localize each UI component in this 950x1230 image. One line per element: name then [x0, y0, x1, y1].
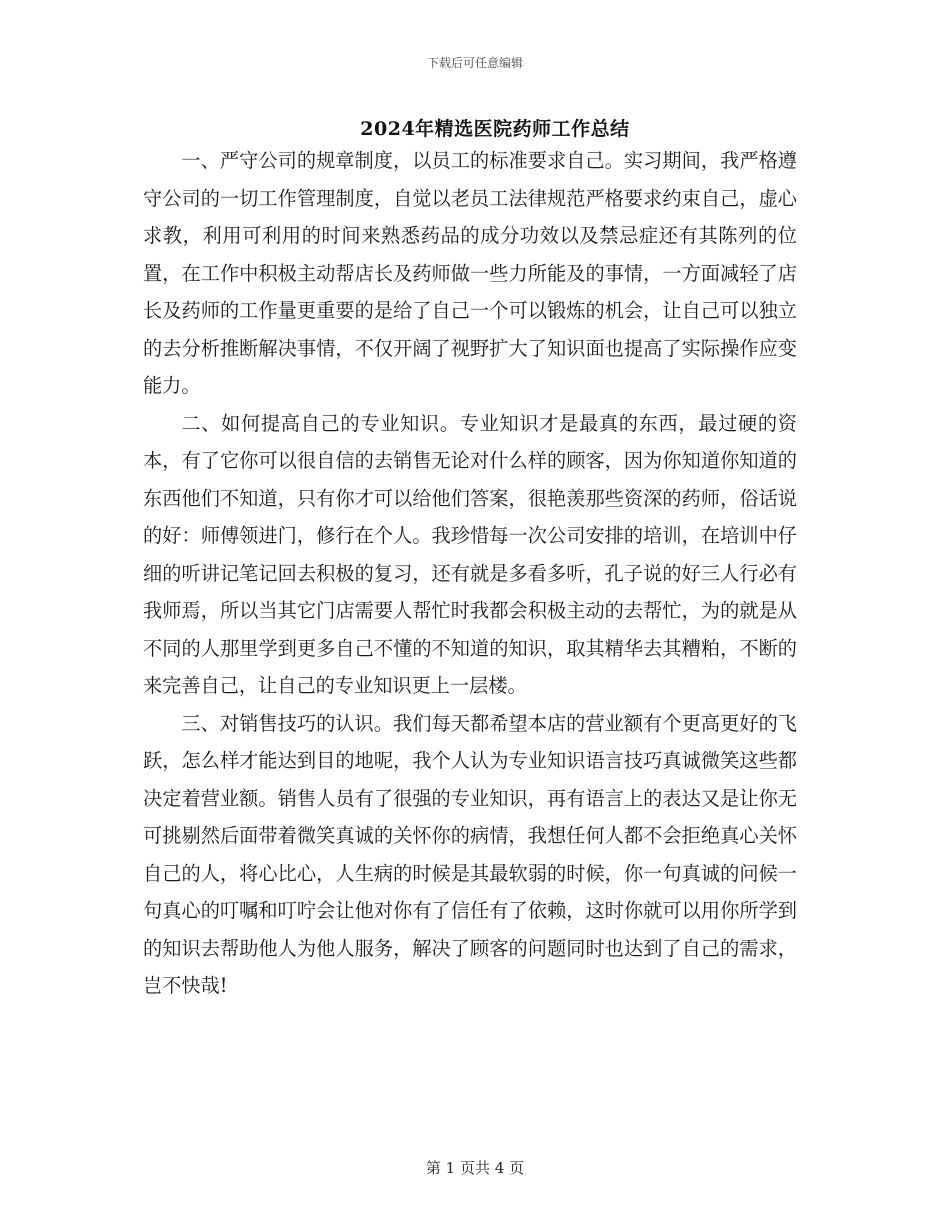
header-note: 下载后可任意编辑	[426, 56, 523, 70]
document-title: 2024年精选医院药师工作总结	[360, 118, 630, 140]
paragraph-1: 一、严守公司的规章制度，以员工的标准要求自己。实习期间，我严格遵守公司的一切工作管理制度，自觉以老员工法律规范严格要求约束自己，虚心求教，利用可利用的时间来熟悉药品的成分功效以及禁忌症还有其陈列的位置，在工作中积极主动帮店长及药师做一些力所能及的事情，一方面减轻了店长及药师的工作量更重要的是给了自己一个可以锻炼的机会，让自己可以独立的去分析推断解决事情，不仅开阔了视野扩大了知识面也提高了实际操作应变能力。	[143, 149, 797, 397]
page-number: 第 1 页共 4 页	[425, 1159, 525, 1177]
paragraph-3: 三、对销售技巧的认识。我们每天都希望本店的营业额有个更高更好的飞跃，怎么样才能达到目的地呢，我个人认为专业知识语言技巧真诚微笑这些都决定着营业额。销售人员有了很强的专业知识，再有语言上的表达又是让你无可挑剔然后面带着微笑真诚的关怀你的病情，我想任何人都不会拒绝真心关怀自己的人，将心比心，人生病的时候是其最软弱的时候，你一句真诚的问候一句真心的叮嘱和叮咛会让他对你有了信任有了依赖，这时你就可以用你所学到的知识去帮助他人为他人服务，解决了顾客的问题同时也达到了自己的需求，岂不快哉!	[143, 711, 797, 997]
document-body	[143, 142, 797, 1005]
paragraph-2: 二、如何提高自己的专业知识。专业知识才是最真的东西，最过硬的资本，有了它你可以很自信的去销售无论对什么样的顾客，因为你知道你知道的东西他们不知道，只有你才可以给他们答案，很艳羡那些资深的药师，俗话说的好：师傅领进门，修行在个人。我珍惜每一次公司安排的培训，在培训中仔细的听讲记笔记回去积极的复习，还有就是多看多听，孔子说的好三人行必有我师焉，所以当其它门店需要人帮忙时我都会积极主动的去帮忙，为的就是从不同的人那里学到更多自己不懂的不知道的知识，取其精华去其糟粕，不断的来完善自己，让自己的专业知识更上一层楼。	[143, 411, 797, 697]
